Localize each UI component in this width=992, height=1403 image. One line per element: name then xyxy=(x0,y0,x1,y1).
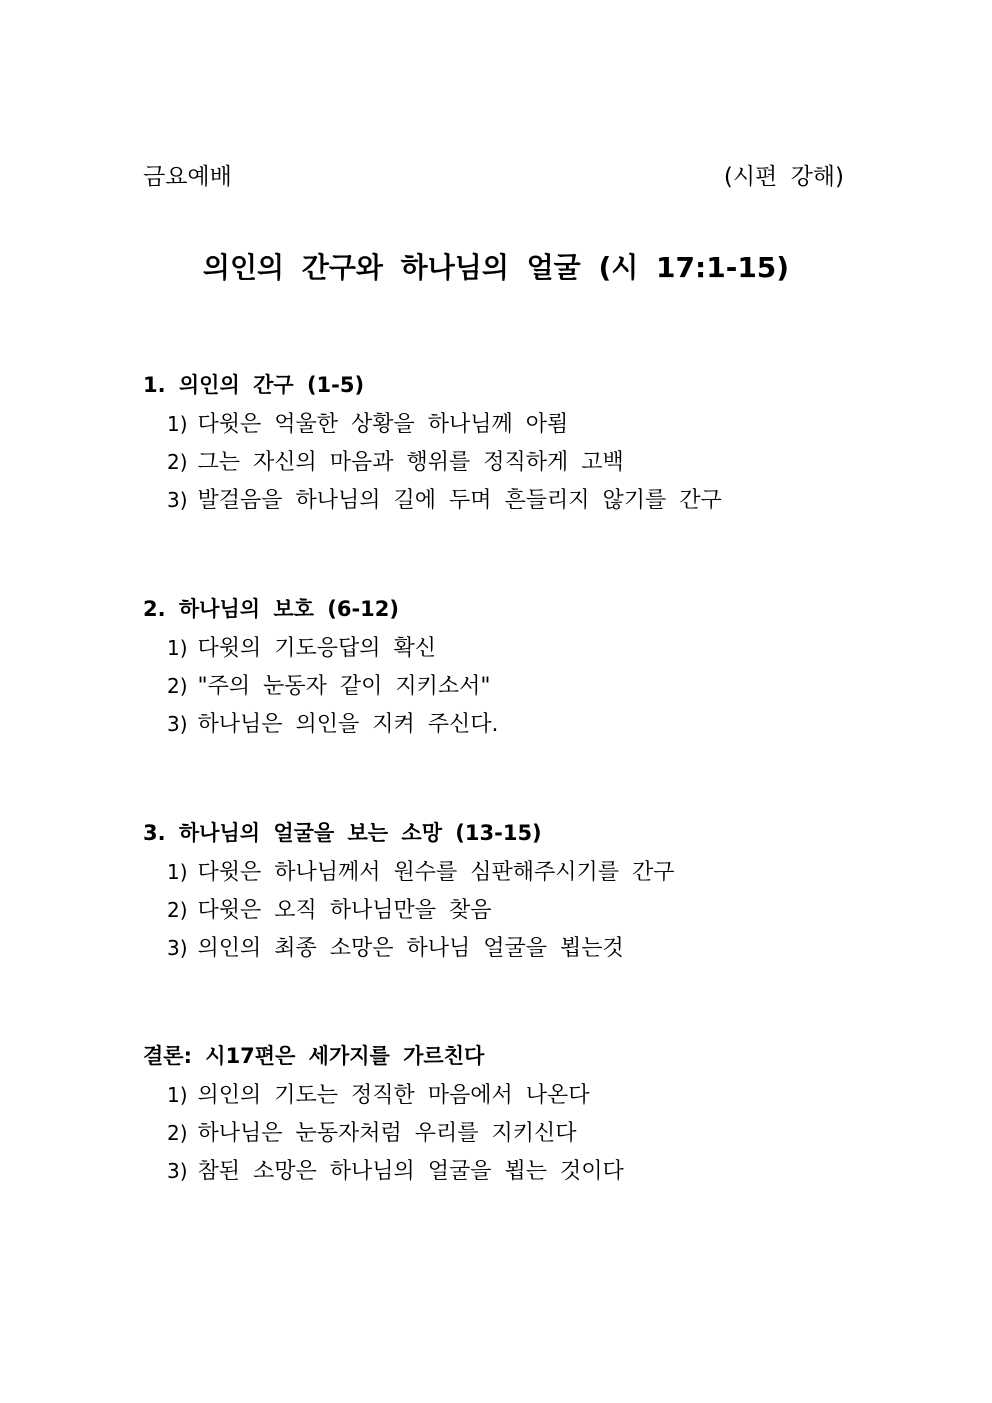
item-text: 의인의 기도는 정직한 마음에서 나온다 xyxy=(197,1083,590,1108)
series-label: (시편 강해) xyxy=(723,164,844,190)
item-number: 3) xyxy=(167,712,188,736)
section-item xyxy=(143,705,923,743)
item-text: "주의 눈동자 같이 지키소서" xyxy=(197,674,491,699)
section-item xyxy=(143,891,923,929)
section-3 xyxy=(143,817,923,967)
item-number: 2) xyxy=(167,898,188,922)
item-number: 3) xyxy=(167,936,188,960)
item-text: 다윗은 하나님께서 원수를 심판해주시기를 간구 xyxy=(197,860,675,885)
section-item xyxy=(143,481,923,519)
item-number: 2) xyxy=(167,1121,188,1145)
section-item xyxy=(143,853,923,891)
item-number: 1) xyxy=(167,412,188,436)
sermon-title: 의인의 간구와 하나님의 얼굴 (시 17:1-15) xyxy=(202,251,790,284)
conclusion-section xyxy=(143,1040,923,1190)
service-label: 금요예배 xyxy=(143,164,232,190)
item-number: 2) xyxy=(167,674,188,698)
section-1 xyxy=(143,369,923,519)
item-number: 2) xyxy=(167,450,188,474)
item-number: 1) xyxy=(167,860,188,884)
section-item xyxy=(143,929,923,967)
item-text: 발걸음을 하나님의 길에 두며 흔들리지 않기를 간구 xyxy=(197,488,722,513)
section-item xyxy=(143,443,923,481)
section-heading: 결론: 시17편은 세가지를 가르친다 xyxy=(143,1044,485,1068)
item-number: 3) xyxy=(167,1159,188,1183)
item-text: 그는 자신의 마음과 행위를 정직하게 고백 xyxy=(197,450,624,475)
section-heading: 3. 하나님의 얼굴을 보는 소망 (13-15) xyxy=(143,821,542,845)
section-heading: 2. 하나님의 보호 (6-12) xyxy=(143,597,399,621)
item-number: 3) xyxy=(167,488,188,512)
item-text: 하나님은 눈동자처럼 우리를 지키신다 xyxy=(197,1121,577,1146)
item-text: 다윗은 억울한 상황을 하나님께 아룀 xyxy=(197,412,569,437)
section-item xyxy=(143,629,923,667)
item-text: 참된 소망은 하나님의 얼굴을 뵙는 것이다 xyxy=(197,1159,624,1184)
item-number: 1) xyxy=(167,636,188,660)
section-item xyxy=(143,405,923,443)
section-item xyxy=(143,1114,923,1152)
item-text: 다윗은 오직 하나님만을 찾음 xyxy=(197,898,492,923)
item-number: 1) xyxy=(167,1083,188,1107)
section-heading: 1. 의인의 간구 (1-5) xyxy=(143,373,365,397)
section-2 xyxy=(143,593,923,743)
section-item xyxy=(143,1152,923,1190)
section-item xyxy=(143,667,923,705)
item-text: 다윗의 기도응답의 확신 xyxy=(197,636,437,661)
item-text: 하나님은 의인을 지켜 주신다. xyxy=(197,712,499,737)
item-text: 의인의 최종 소망은 하나님 얼굴을 뵙는것 xyxy=(197,936,624,961)
section-item xyxy=(143,1076,923,1114)
